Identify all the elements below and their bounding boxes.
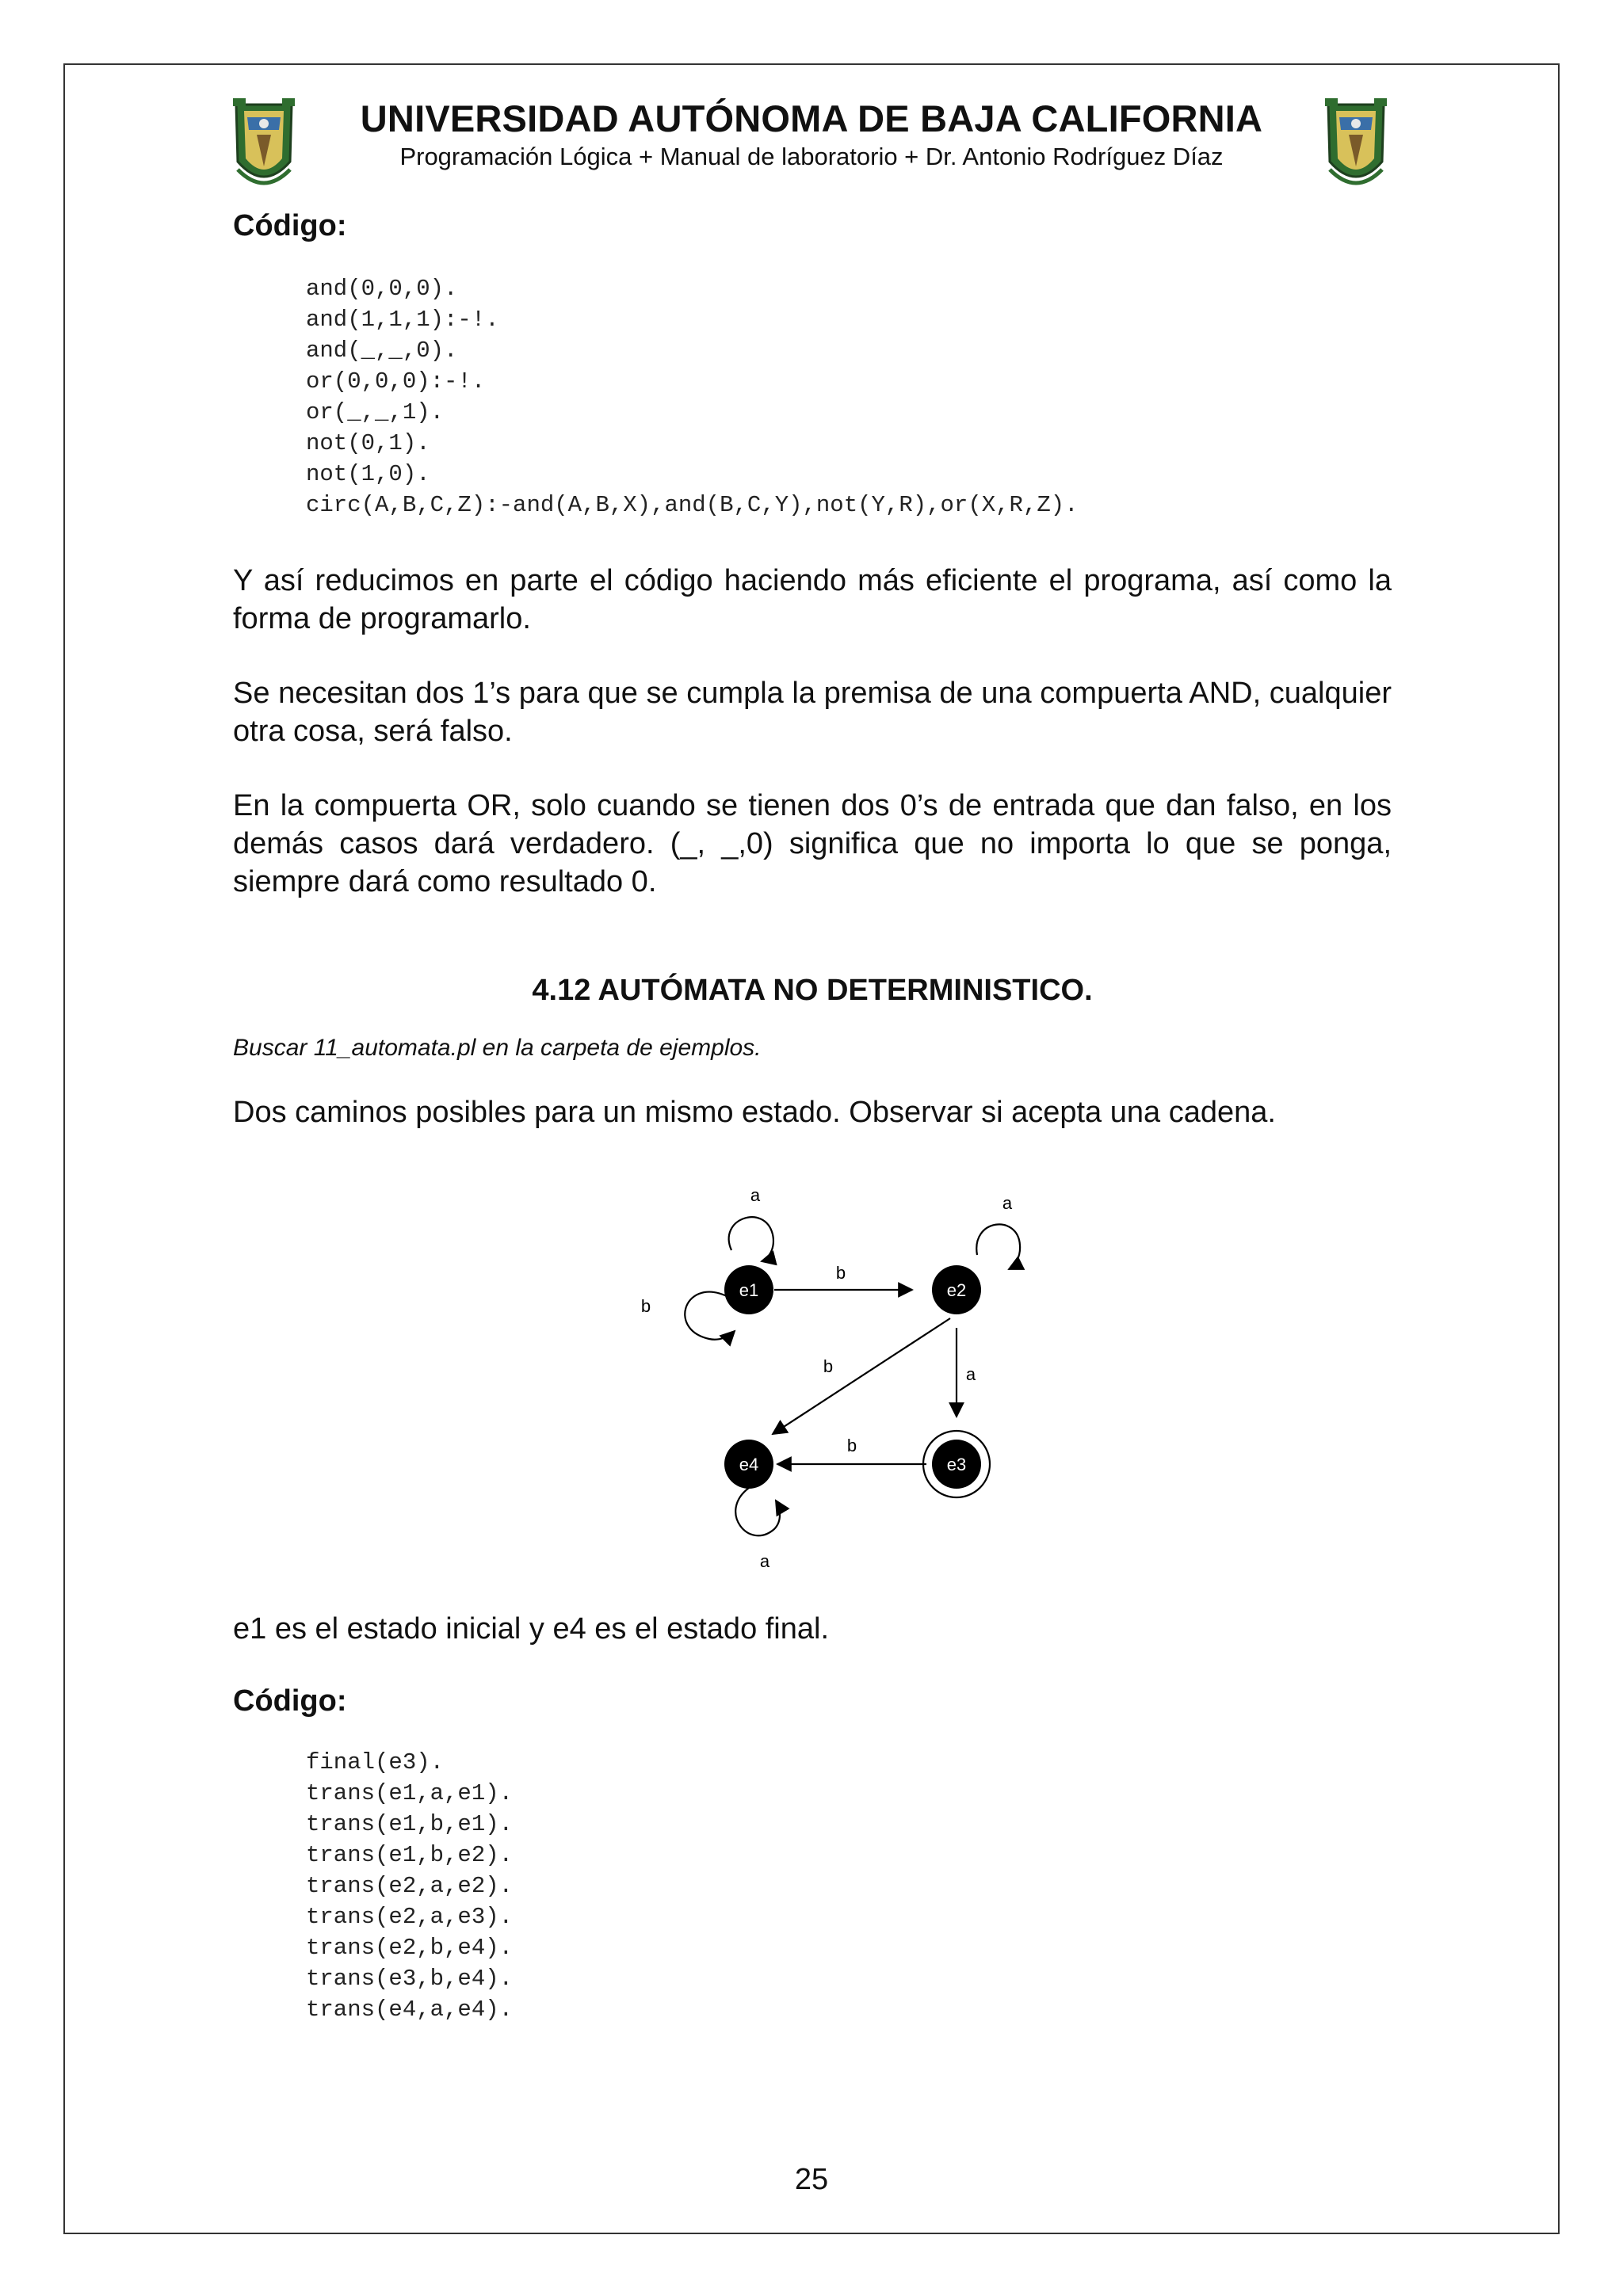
university-title: UNIVERSIDAD AUTÓNOMA DE BAJA CALIFORNIA (360, 97, 1263, 139)
transition-label: a (1002, 1193, 1013, 1213)
paragraph: Y así reducimos en parte el código haciendo más eficiente el programa, así como la forma de programarlo. (233, 564, 1392, 635)
code-block-logic-gates: and(0,0,0). and(1,1,1):-!. and(_,_,0). or(0,0,0):-!. or(_,_,1). not(0,1). not(1,0). circ(A,B,C,Z):-and(A,B,X),and(B,C,Y),not(Y,R),or(X,R,Z). (306, 276, 1079, 518)
transition-label: a (750, 1185, 761, 1205)
state-label: e4 (739, 1455, 759, 1474)
e2-self-loop (976, 1224, 1020, 1269)
uabc-seal-icon (1322, 93, 1390, 196)
paragraph: Se necesitan dos 1’s para que se cumpla la premisa de una compuerta AND, cualquier otra cosa, será falso. (233, 677, 1392, 748)
manual-subtitle: Programación Lógica + Manual de laboratorio + Dr. Antonio Rodríguez Díaz (399, 143, 1224, 170)
transition-label: a (759, 1551, 770, 1571)
transition-label: a (965, 1364, 976, 1384)
e4-self-loop (735, 1488, 780, 1535)
transition-label: b (640, 1296, 651, 1316)
code-heading: Código: (233, 1684, 347, 1718)
page-content (233, 209, 1392, 2025)
transition-label: b (846, 1436, 857, 1455)
paragraph: e1 es el estado inicial y e4 es el estado final. (233, 1612, 830, 1646)
transition-label: b (835, 1263, 846, 1283)
state-label: e3 (946, 1455, 967, 1474)
automaton-diagram (575, 1163, 1050, 1575)
page-number: 25 (794, 2163, 829, 2196)
code-heading: Código: (233, 209, 347, 242)
e2-to-e4-edge (773, 1318, 950, 1434)
e1-self-loop-a (729, 1217, 773, 1261)
code-block-automaton: final(e3). trans(e1,a,e1). trans(e1,b,e1). trans(e1,b,e2). trans(e2,a,e2). trans(e2,a,e3). trans(e2,b,e4). trans(e3,b,e4). trans(e4,a,e4). (306, 1749, 514, 2023)
paragraph: En la compuerta OR, solo cuando se tienen dos 0’s de entrada que dan falso, en los demás casos dará verdadero. (_, _,0) significa que no importa lo que se ponga, siempre dará como resultado 0. (233, 789, 1392, 898)
section-title: 4.12 AUTÓMATA NO DETERMINISTICO. (532, 974, 1093, 1007)
state-label: e1 (739, 1280, 759, 1300)
transition-label: b (823, 1356, 834, 1376)
uabc-seal-icon (230, 93, 298, 196)
paragraph: Dos caminos posibles para un mismo estado. Observar si acepta una cadena. (233, 1096, 1276, 1129)
example-reference: Buscar 11_automata.pl en la carpeta de ejemplos. (233, 1035, 762, 1061)
state-label: e2 (946, 1280, 967, 1300)
